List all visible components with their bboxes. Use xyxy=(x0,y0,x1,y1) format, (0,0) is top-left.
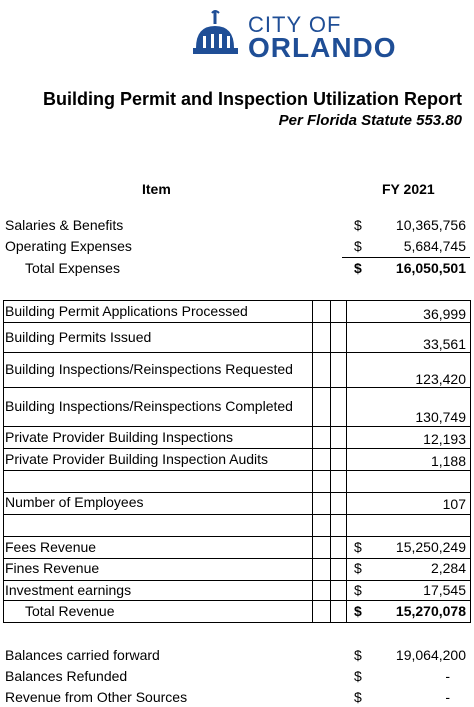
table-rule xyxy=(3,492,471,493)
row-value: - xyxy=(445,689,450,705)
row-label: Balances carried forward xyxy=(5,647,160,663)
table-rule xyxy=(3,558,471,559)
currency-symbol: $ xyxy=(354,238,362,254)
currency-symbol: $ xyxy=(354,603,362,619)
table-rule xyxy=(3,300,4,622)
row-label: Building Permit Applications Processed xyxy=(5,303,248,319)
column-header-item: Item xyxy=(142,181,171,197)
logo-city-text: CITY OF xyxy=(248,12,342,37)
row-label: Building Inspections/Reinspections Completed xyxy=(5,398,293,414)
row-value: 2,284 xyxy=(430,560,466,576)
column-header-fy: FY 2021 xyxy=(382,181,435,197)
row-value: 123,420 xyxy=(415,371,466,387)
table-rule xyxy=(346,300,347,622)
row-label: Revenue from Other Sources xyxy=(5,689,188,705)
table-rule xyxy=(3,514,471,515)
logo-orlando-text: ORLANDO xyxy=(248,32,397,63)
row-value: 17,545 xyxy=(423,582,466,598)
row-value: 36,999 xyxy=(423,306,466,322)
currency-symbol: $ xyxy=(354,582,362,598)
row-value: 107 xyxy=(442,496,466,512)
row-label: Building Permits Issued xyxy=(5,329,152,345)
row-label: Balances Refunded xyxy=(5,668,128,684)
row-label: Private Provider Building Inspections xyxy=(5,429,234,445)
row-label: Investment earnings xyxy=(5,582,132,598)
row-label: Private Provider Building Inspection Audits xyxy=(5,451,269,467)
table-rule xyxy=(470,300,471,622)
city-logo xyxy=(190,8,405,63)
table-rule xyxy=(3,448,471,449)
row-label: Fees Revenue xyxy=(5,539,97,555)
row-label: Fines Revenue xyxy=(5,560,100,576)
currency-symbol: $ xyxy=(354,689,362,705)
report-subtitle: Per Florida Statute 553.80 xyxy=(278,112,462,129)
table-rule xyxy=(312,300,313,622)
row-label: Salaries & Benefits xyxy=(5,217,124,233)
row-value: 33,561 xyxy=(423,336,466,352)
row-value: 1,188 xyxy=(430,453,466,469)
row-value: 16,050,501 xyxy=(395,260,466,276)
currency-symbol: $ xyxy=(354,560,362,576)
row-label: Total Revenue xyxy=(25,603,115,619)
dome-icon xyxy=(190,8,246,60)
table-rule xyxy=(3,600,471,601)
row-value: 5,684,745 xyxy=(403,238,466,254)
subtotal-rule xyxy=(342,257,470,258)
row-label: Building Inspections/Reinspections Requested xyxy=(5,361,293,377)
table-rule xyxy=(3,387,471,388)
table-rule xyxy=(3,580,471,581)
table-rule xyxy=(3,536,471,537)
row-value: - xyxy=(445,668,450,684)
currency-symbol: $ xyxy=(354,647,362,663)
currency-symbol: $ xyxy=(354,217,362,233)
table-rule xyxy=(3,352,471,353)
row-value: 15,270,078 xyxy=(395,603,466,619)
row-value: 130,749 xyxy=(415,409,466,425)
row-value: 10,365,756 xyxy=(395,217,466,233)
currency-symbol: $ xyxy=(354,539,362,555)
table-rule xyxy=(3,322,471,323)
row-value: 15,250,249 xyxy=(395,539,466,555)
table-rule xyxy=(3,426,471,427)
currency-symbol: $ xyxy=(354,668,362,684)
currency-symbol: $ xyxy=(354,260,362,276)
row-label: Total Expenses xyxy=(25,260,120,276)
row-label: Number of Employees xyxy=(5,494,144,510)
table-rule xyxy=(3,470,471,471)
table-rule xyxy=(330,300,331,622)
table-rule xyxy=(3,622,471,623)
row-value: 19,064,200 xyxy=(395,647,466,663)
table-rule xyxy=(3,300,471,301)
row-label: Operating Expenses xyxy=(5,238,132,254)
report-title: Building Permit and Inspection Utilization Report xyxy=(42,89,462,109)
row-value: 12,193 xyxy=(423,431,466,447)
